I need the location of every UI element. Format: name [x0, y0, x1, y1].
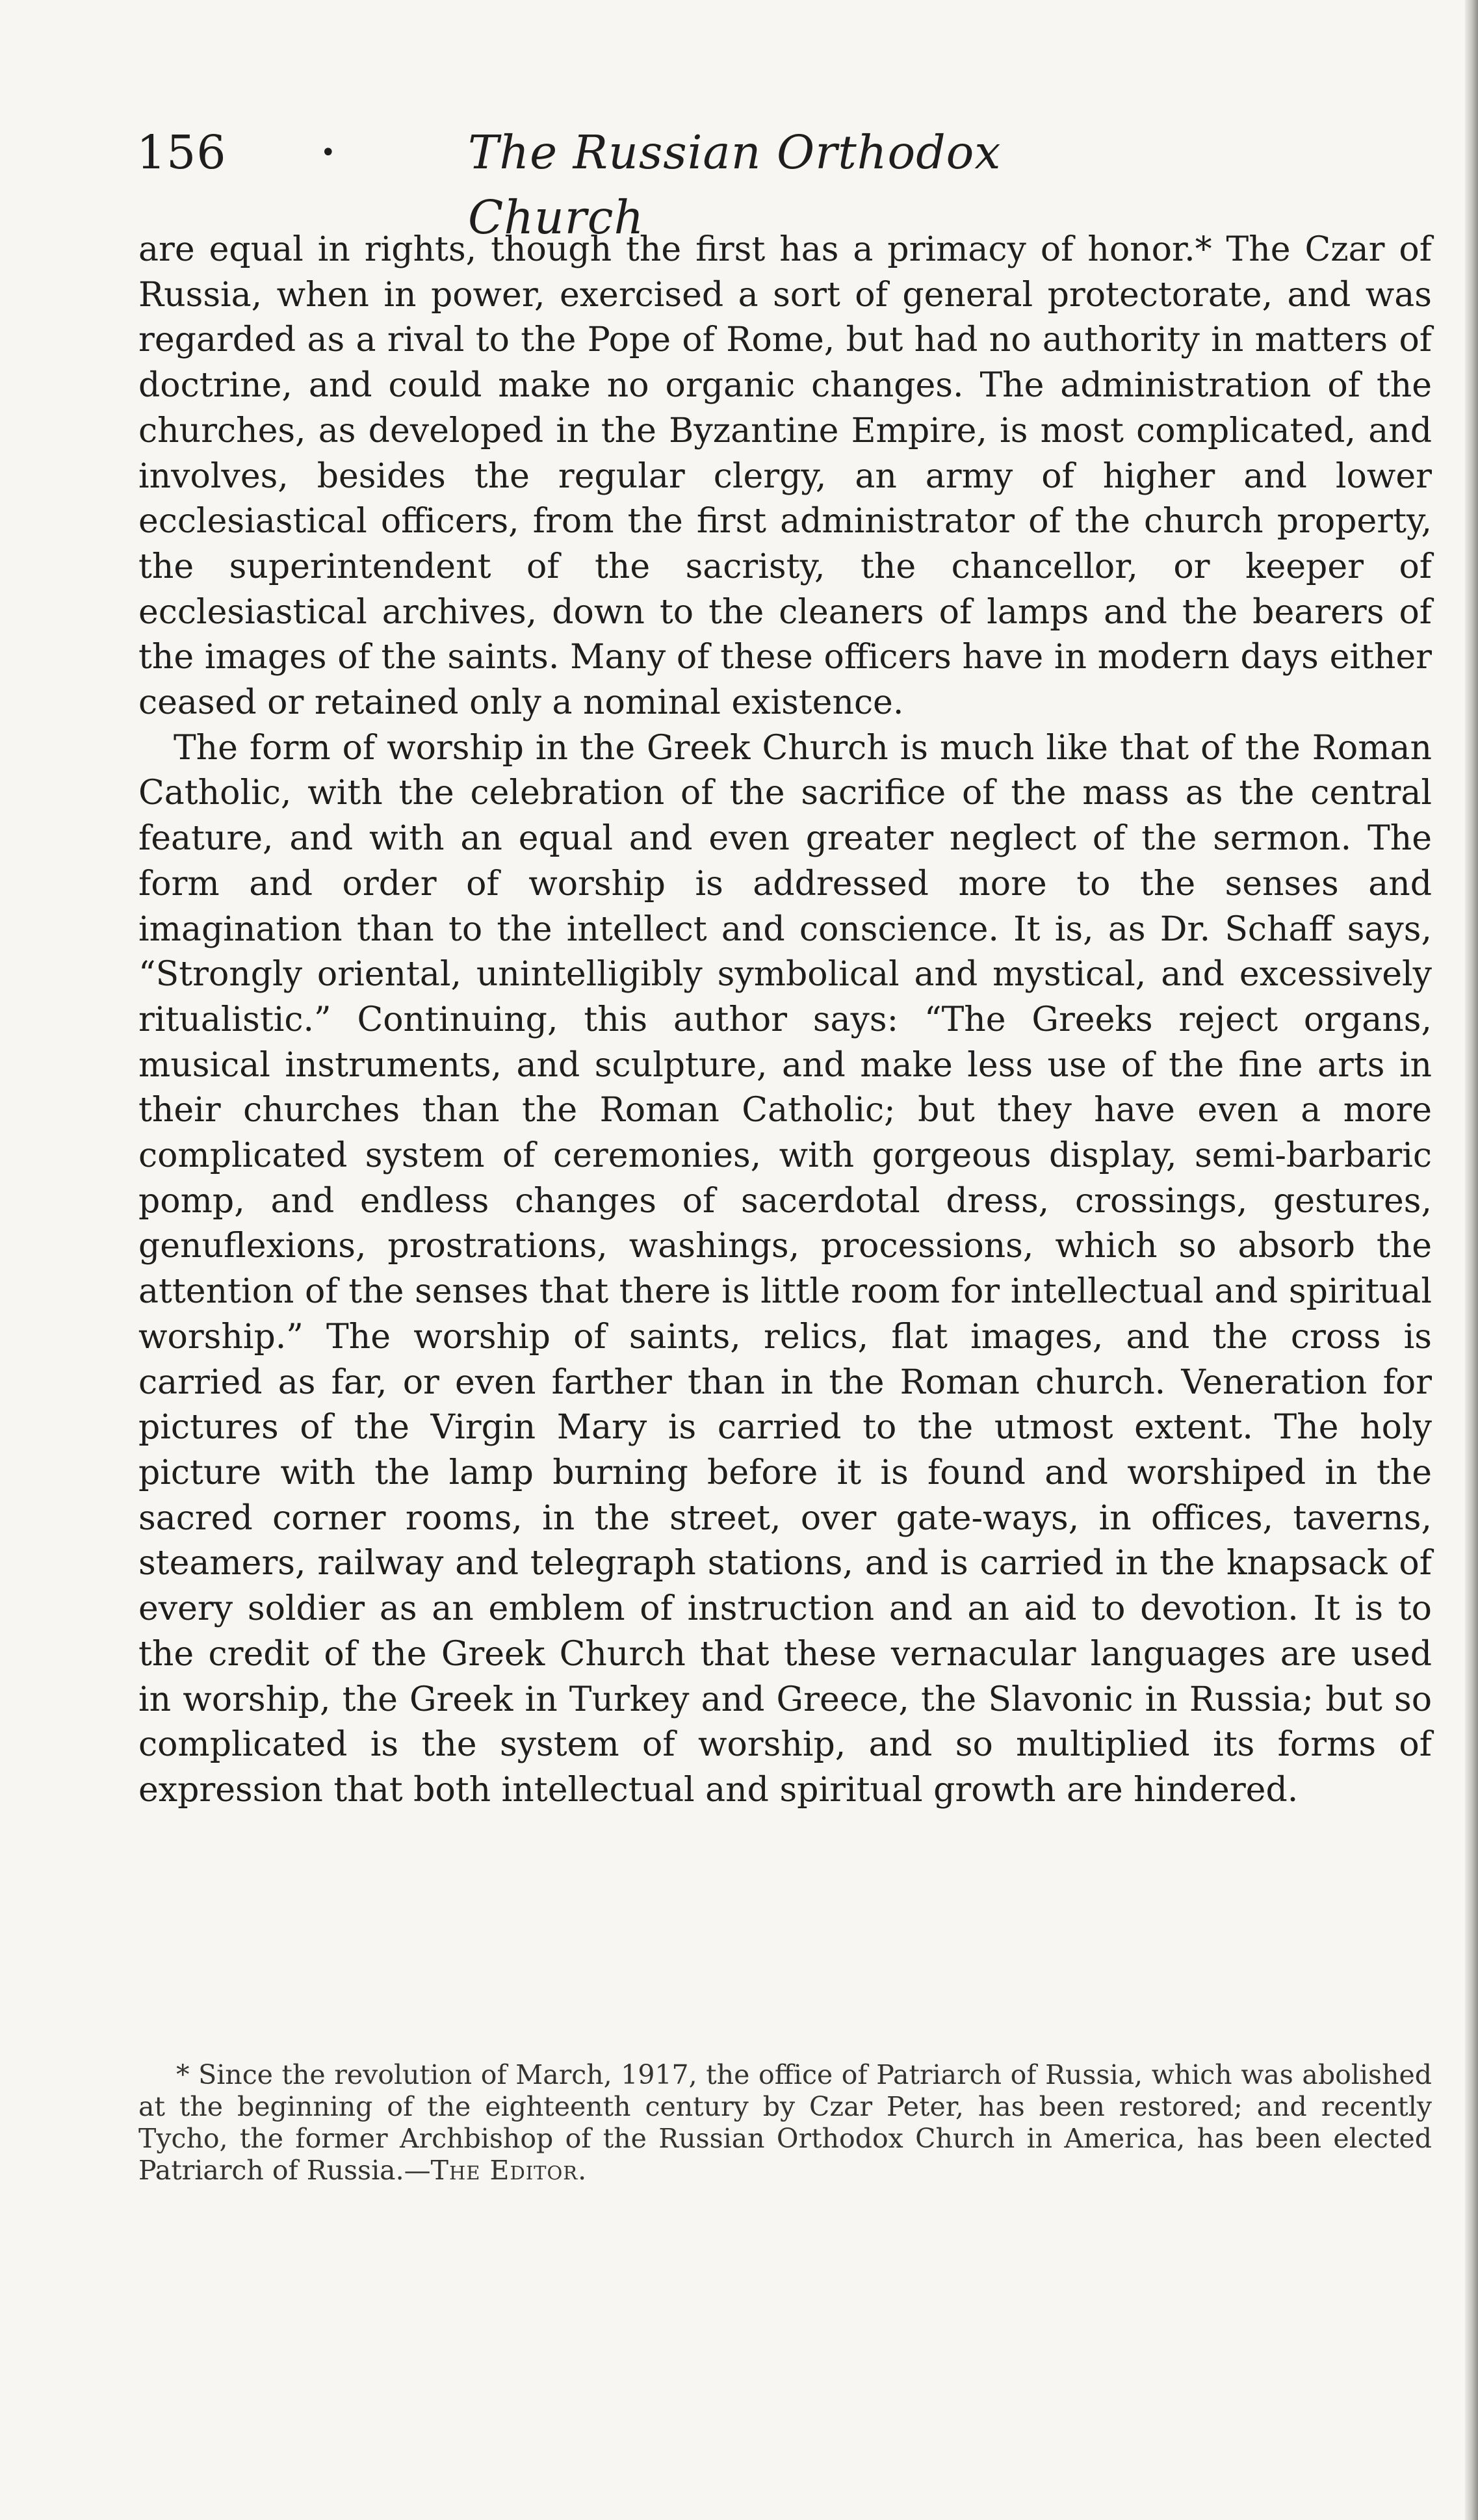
- page-number: 156: [136, 125, 227, 179]
- paragraph: The form of worship in the Greek Church is much like that of the Roman Catholic, with the celebration of the sacrifice of the mass as the central feature, and with an equal and even greater neglect of the sermon. The form and order of worship is addressed more to the senses and imagination than to the intellect and conscience. It is, as Dr. Schaff says, “Strongly oriental, unintelligibly symbolical and mystical, and excessively ritualistic.” Continuing, this author says: “The Greeks reject organs, musical instruments, and sculpture, and make less use of the fine arts in their churches than the Roman Catholic; but they have even a more complicated system of ceremonies, with gorgeous display, semi-barbaric pomp, and endless changes of sacerdotal dress, crossings, gestures, genuflexions, prostrations, washings, processions, which so absorb the attention of the senses that there is little room for intellectual and spiritual worship.” The worship of saints, relics, flat images, and the cross is carried as far, or even farther than in the Roman church. Veneration for pictures of the Virgin Mary is carried to the utmost extent. The holy picture with the lamp burning before it is found and worshiped in the sacred corner rooms, in the street, over gate-ways, in offices, taverns, steamers, railway and telegraph stations, and is carried in the knapsack of every soldier as an emblem of instruction and an aid to devotion. It is to the credit of the Greek Church that these vernacular languages are used in worship, the Greek in Turkey and Greece, the Slavonic in Russia; but so complicated is the system of worship, and so multiplied its forms of expression that both intellectual and spiritual growth are hindered.: [138, 728, 1432, 1810]
- running-title: The Russian Orthodox Church: [468, 125, 1002, 244]
- page-header: [136, 120, 1150, 244]
- footnote-signature: The Editor.: [430, 2155, 588, 2186]
- page-edge-shadow: [1465, 0, 1478, 2520]
- paragraph: are equal in rights, though the first has a primacy of honor.* The Czar of Russia, when in power, exercised a sort of general protectorate, and was regarded as a rival to the Pope of Rome, but had no authority in matters of doctrine, and could make no organic changes. The administration of the churches, as developed in the Byzantine Empire, is most complicated, and involves, besides the regular clergy, an army of higher and lower ecclesiastical officers, from the first administrator of the church property, the superintendent of the sacristy, the chancellor, or keeper of ecclesiastical archives, down to the cleaners of lamps and the bearers of the images of the saints. Many of these officers have in modern days either ceased or retained only a nominal existence.: [138, 230, 1432, 723]
- header-separator: •: [320, 138, 336, 168]
- body-text: [138, 227, 1432, 1813]
- footnote: [138, 2059, 1432, 2187]
- footnote-text: * Since the revolution of March, 1917, the office of Patriarch of Russia, which was abolished at the beginning of the eighteenth century by Czar Peter, has been restored; and recently Tycho, the former Archbishop of the Russian Orthodox Church in America, has been elected Patriarch of Russia.—: [138, 2059, 1432, 2186]
